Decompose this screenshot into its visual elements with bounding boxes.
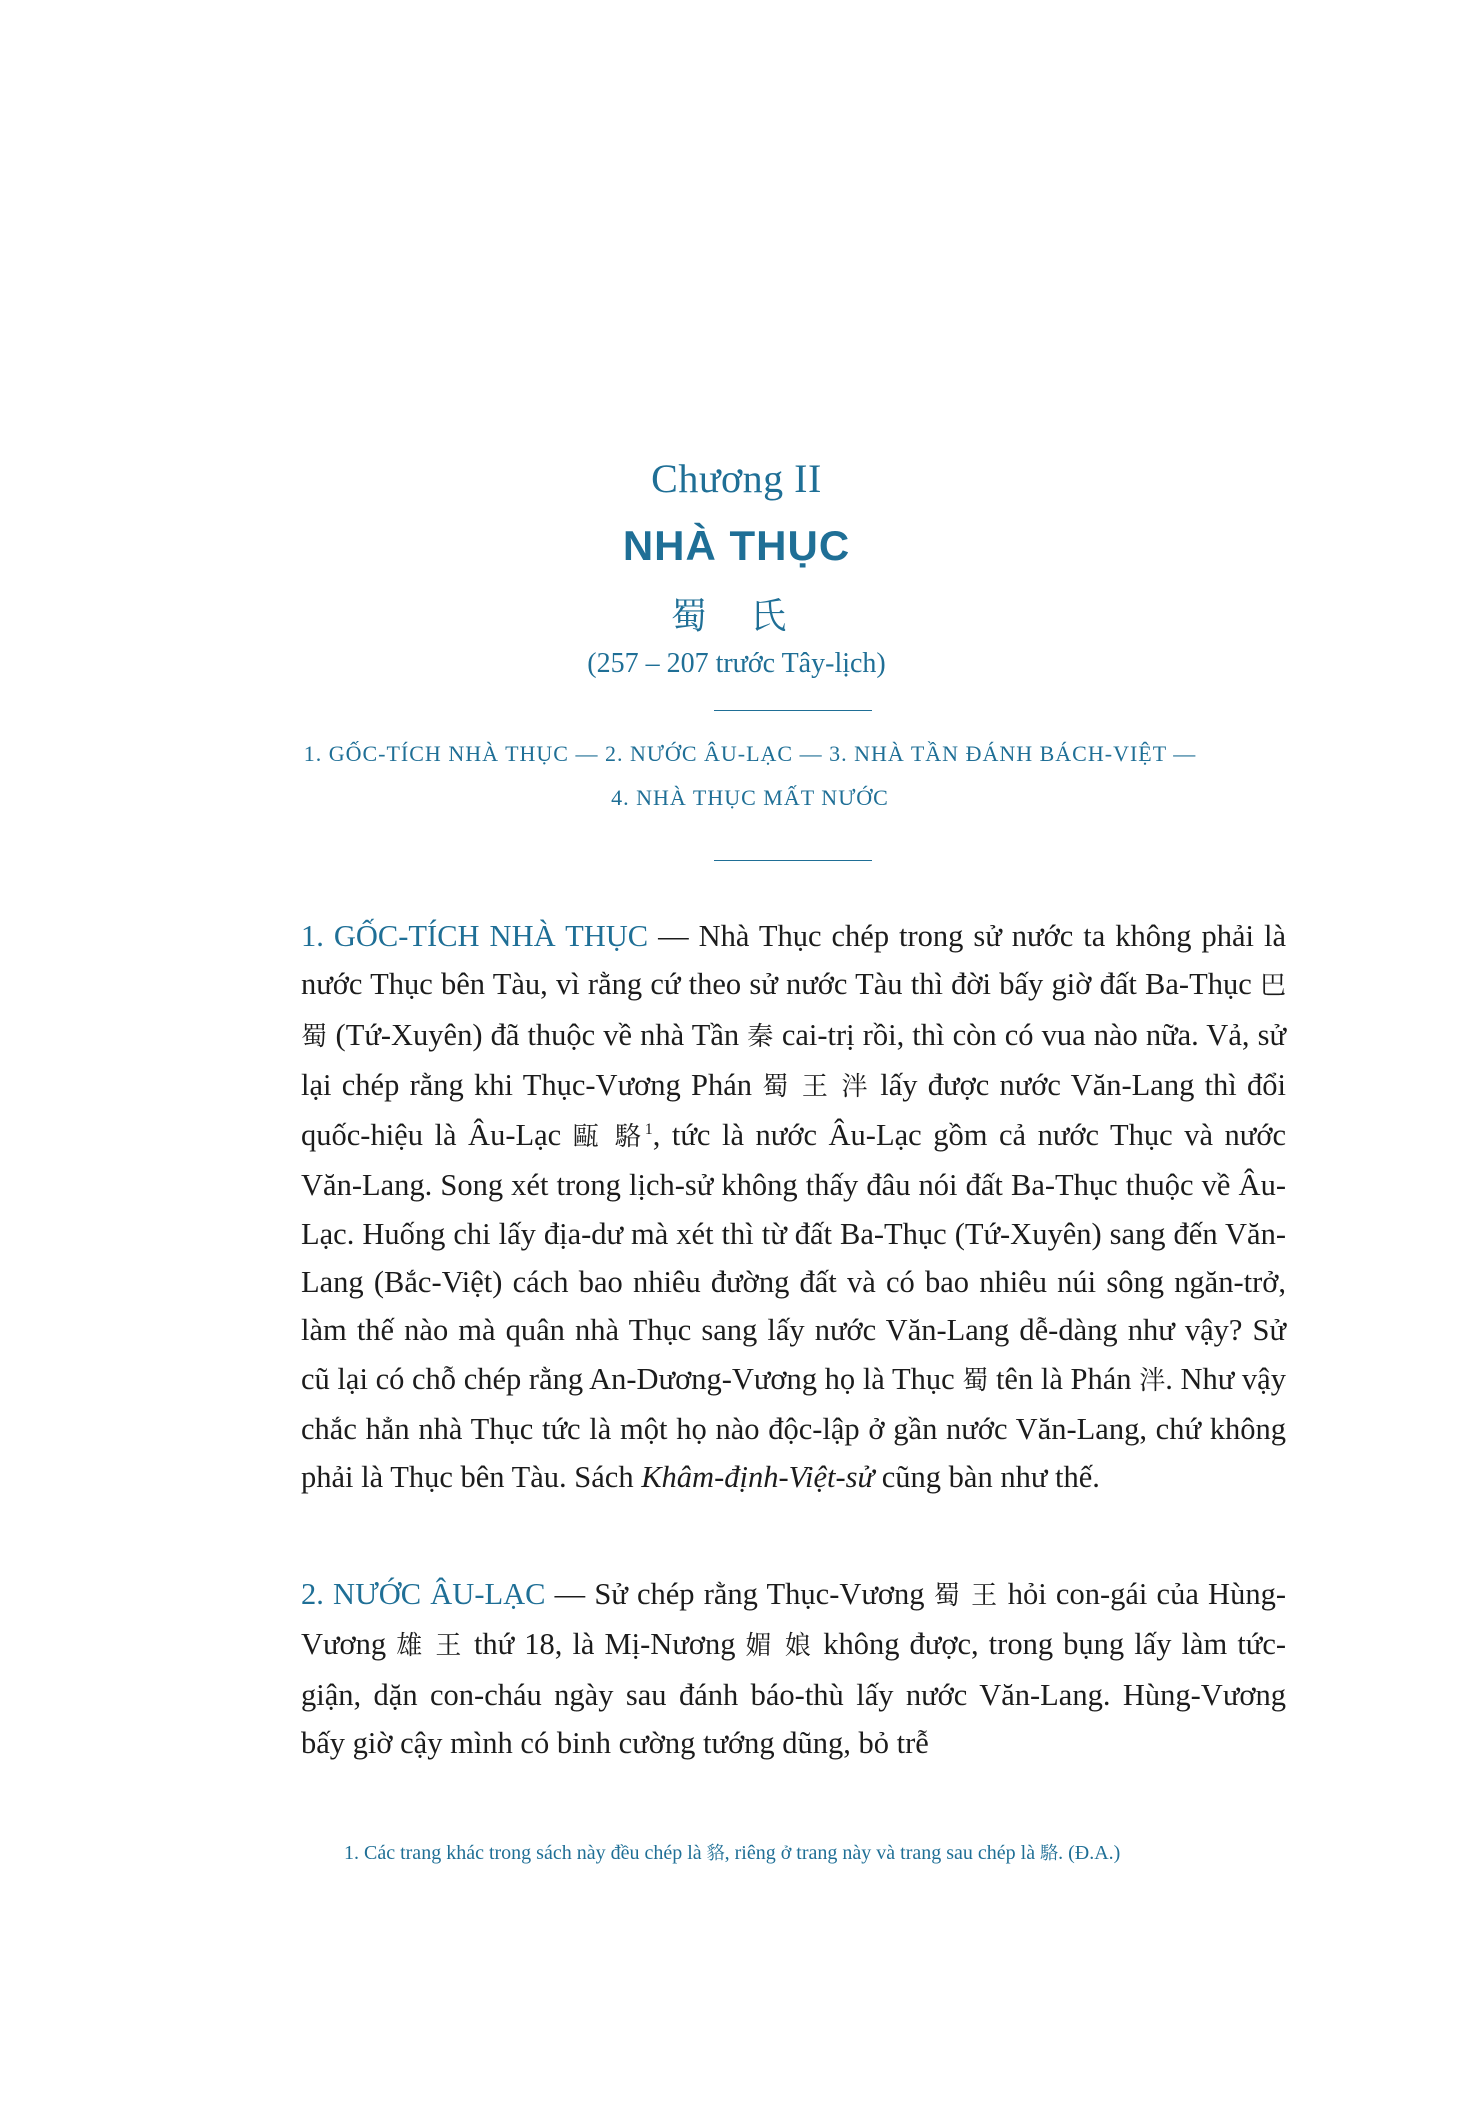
paragraph-text: , tức là nước Âu-Lạc gồm cả nước Thục và nước Văn-Lang. Song xét trong lịch-sử không thấy đâu nói đất Ba-Thục thuộc về Âu-Lạc. Huống chi lấy địa-dư mà xét thì từ đất Ba-Thục (Tứ-Xuyên) sang đến Văn-Lang (Bắc-Việt) cách bao nhiêu đường đất và có bao nhiêu núi sông ngăn-trở, làm thế nào mà quân nhà Thục sang lấy nước Văn-Lang dễ-dàng như vậy? Sử cũ lại có chỗ chép rằng An-Dương-Vương họ là Thục [301, 1118, 1287, 1396]
han-characters: 蜀 王 泮 [762, 1071, 871, 1102]
footnote-text: 1. Các trang khác trong sách này đều chép là [344, 1842, 707, 1864]
paragraph-text: — Sử chép rằng Thục-Vương [545, 1577, 934, 1611]
divider-bottom [714, 860, 872, 861]
paragraph-text: — Nhà Thục chép trong sử nước ta không phải là nước Thục bên Tàu, vì rằng cứ theo sử nước Tàu thì đời bấy giờ đất Ba-Thục [301, 919, 1286, 1002]
han-characters: 貉 [706, 1843, 725, 1864]
toc-line-1: 1. GỐC-TÍCH NHÀ THỤC — 2. NƯỚC ÂU-LẠC — 3. NHÀ TẦN ĐÁNH BÁCH-VIỆT — [303, 741, 1197, 766]
han-characters: 泮 [1139, 1365, 1166, 1396]
divider-top [714, 710, 872, 711]
footnote-text: , riêng ở trang này và trang sau chép là [724, 1842, 1041, 1864]
paragraph-text: tên là Phán [988, 1361, 1140, 1396]
paragraph-text: cũng bàn như thế. [874, 1460, 1100, 1495]
book-title: Khâm-định-Việt-sử [641, 1460, 875, 1495]
han-characters: 秦 [747, 1021, 774, 1052]
han-characters: 蜀 王 [933, 1581, 999, 1611]
han-characters: 雄 王 [396, 1631, 464, 1662]
toc-line-2: 4. NHÀ THỤC MẤT NƯỚC [611, 785, 889, 810]
footnote-text: . (Đ.A.) [1058, 1842, 1121, 1864]
han-characters: 媚 娘 [745, 1631, 814, 1662]
paragraph-2 [301, 1570, 1286, 1767]
han-characters: 巴 蜀 [301, 971, 1286, 1052]
paragraph-2-heading: 2. NƯỚC ÂU-LẠC [301, 1577, 546, 1611]
paragraph-text: thứ 18, là Mị-Nương [463, 1627, 746, 1662]
han-characters: 蜀 [962, 1365, 989, 1396]
chapter-dates: (257 – 207 trước Tây-lịch) [587, 648, 886, 679]
chapter-label: Chương II [651, 456, 822, 501]
han-characters: 駱 [1040, 1843, 1059, 1864]
paragraph-1 [301, 912, 1286, 1502]
han-characters: 甌 駱 [572, 1122, 645, 1153]
paragraph-text: không được, trong bụng lấy làm tức-giận, dặn con-cháu ngày sau đánh báo-thù lấy nước Văn-Lang. Hùng-Vương bấy giờ cậy mình có binh cường tướng dũng, bỏ trễ [301, 1627, 1287, 1760]
chapter-han-characters: 蜀 氏 [670, 596, 803, 637]
paragraph-text: (Tứ-Xuyên) đã thuộc về nhà Tần [327, 1017, 748, 1052]
paragraph-1-heading: 1. GỐC-TÍCH NHÀ THỤC [301, 919, 649, 953]
paragraph-text: cai-trị rồi, thì còn có vua nào nữa. Vả, sử lại chép rằng khi Thục-Vương Phán [301, 1017, 1286, 1102]
footnote [344, 1838, 1294, 1869]
paragraph-text: . Như vậy chắc hẳn nhà Thục tức là một họ nào độc-lập ở gần nước Văn-Lang, chứ không phải là Thục bên Tàu. Sách [301, 1361, 1286, 1495]
chapter-title: NHÀ THỤC [622, 522, 851, 569]
paragraph-text: lấy được nước Văn-Lang thì đổi quốc-hiệu là Âu-Lạc [301, 1067, 1287, 1153]
footnote-marker: 1 [644, 1121, 653, 1139]
paragraph-text: hỏi con-gái của Hùng-Vương [301, 1577, 1286, 1662]
